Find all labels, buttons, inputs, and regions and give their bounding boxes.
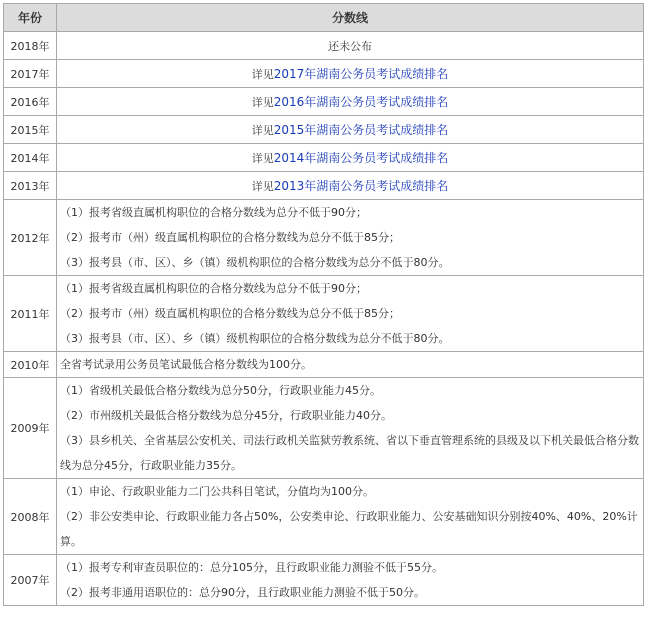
detail-line: （2）市州级机关最低合格分数线为总分45分，行政职业能力40分。 (60, 409, 392, 422)
detail-line: （3）县乡机关、全省基层公安机关、司法行政机关监狱劳教系统、省以下垂直管理系统的县级及以下机关最低合格分数线为总分45分，行政职业能力35分。 (60, 434, 639, 472)
detail-prefix: 详见 (251, 180, 274, 193)
detail-prefix: 详见 (251, 68, 274, 81)
detail-line: （1）报考省级直属机构职位的合格分数线为总分不低于90分； (60, 206, 367, 219)
detail-line: （2）报考市（州）级直属机构职位的合格分数线为总分不低于85分； (60, 231, 400, 244)
row-detail (57, 378, 644, 479)
row-year: 2007年 (4, 555, 57, 606)
ranking-link-2017[interactable]: 2017年湖南公务员考试成绩排名 (273, 67, 449, 81)
detail-line: （2）非公安类申论、行政职业能力各占50%，公安类申论、行政职业能力、公安基础知识分别按40%、40%、20%计算。 (60, 510, 638, 548)
row-year: 2013年 (4, 172, 57, 200)
detail-prefix: 详见 (251, 96, 274, 109)
detail-line: （3）报考县（市、区）、乡（镇）级机构职位的合格分数线为总分不低于80分。 (60, 256, 450, 269)
header-year: 年份 (4, 4, 57, 32)
row-year: 2009年 (4, 378, 57, 479)
table-row (4, 352, 644, 378)
row-year: 2018年 (4, 32, 57, 60)
row-year: 2012年 (4, 200, 57, 276)
table-row (4, 479, 644, 555)
row-year: 2010年 (4, 352, 57, 378)
table-row (4, 172, 644, 200)
detail-line: （1）报考专利审查员职位的：总分105分，且行政职业能力测验不低于55分。 (60, 561, 443, 574)
detail-prefix: 详见 (251, 152, 274, 165)
detail-line: （3）报考县（市、区）、乡（镇）级机构职位的合格分数线为总分不低于80分。 (60, 332, 450, 345)
ranking-link-2016[interactable]: 2016年湖南公务员考试成绩排名 (273, 95, 449, 109)
detail-line: （2）报考非通用语职位的：总分90分，且行政职业能力测验不低于50分。 (60, 586, 425, 599)
detail-line: （1）报考省级直属机构职位的合格分数线为总分不低于90分； (60, 282, 367, 295)
ranking-link-2014[interactable]: 2014年湖南公务员考试成绩排名 (273, 151, 449, 165)
row-detail (57, 276, 644, 352)
table-row (4, 276, 644, 352)
table-row (4, 144, 644, 172)
row-detail (57, 479, 644, 555)
row-detail (57, 555, 644, 606)
row-year: 2016年 (4, 88, 57, 116)
detail-line: 全省考试录用公务员笔试最低合格分数线为100分。 (60, 358, 312, 371)
table-row (4, 60, 644, 88)
table-row (4, 32, 644, 60)
row-status: 还未公布 (57, 32, 644, 60)
table-row (4, 555, 644, 606)
table-row (4, 88, 644, 116)
table-row (4, 378, 644, 479)
row-year: 2014年 (4, 144, 57, 172)
detail-line: （1）省级机关最低合格分数线为总分50分，行政职业能力45分。 (60, 384, 381, 397)
ranking-link-2015[interactable]: 2015年湖南公务员考试成绩排名 (273, 123, 449, 137)
row-detail (57, 352, 644, 378)
detail-prefix: 详见 (251, 124, 274, 137)
row-year: 2011年 (4, 276, 57, 352)
table-row (4, 116, 644, 144)
row-detail (57, 200, 644, 276)
header-score: 分数线 (57, 4, 644, 32)
row-year: 2015年 (4, 116, 57, 144)
score-table (3, 3, 644, 606)
detail-line: （1）申论、行政职业能力二门公共科目笔试，分值均为100分。 (60, 485, 374, 498)
ranking-link-2013[interactable]: 2013年湖南公务员考试成绩排名 (273, 179, 449, 193)
table-header-row (4, 4, 644, 32)
detail-line: （2）报考市（州）级直属机构职位的合格分数线为总分不低于85分； (60, 307, 400, 320)
row-year: 2017年 (4, 60, 57, 88)
row-year: 2008年 (4, 479, 57, 555)
table-row (4, 200, 644, 276)
